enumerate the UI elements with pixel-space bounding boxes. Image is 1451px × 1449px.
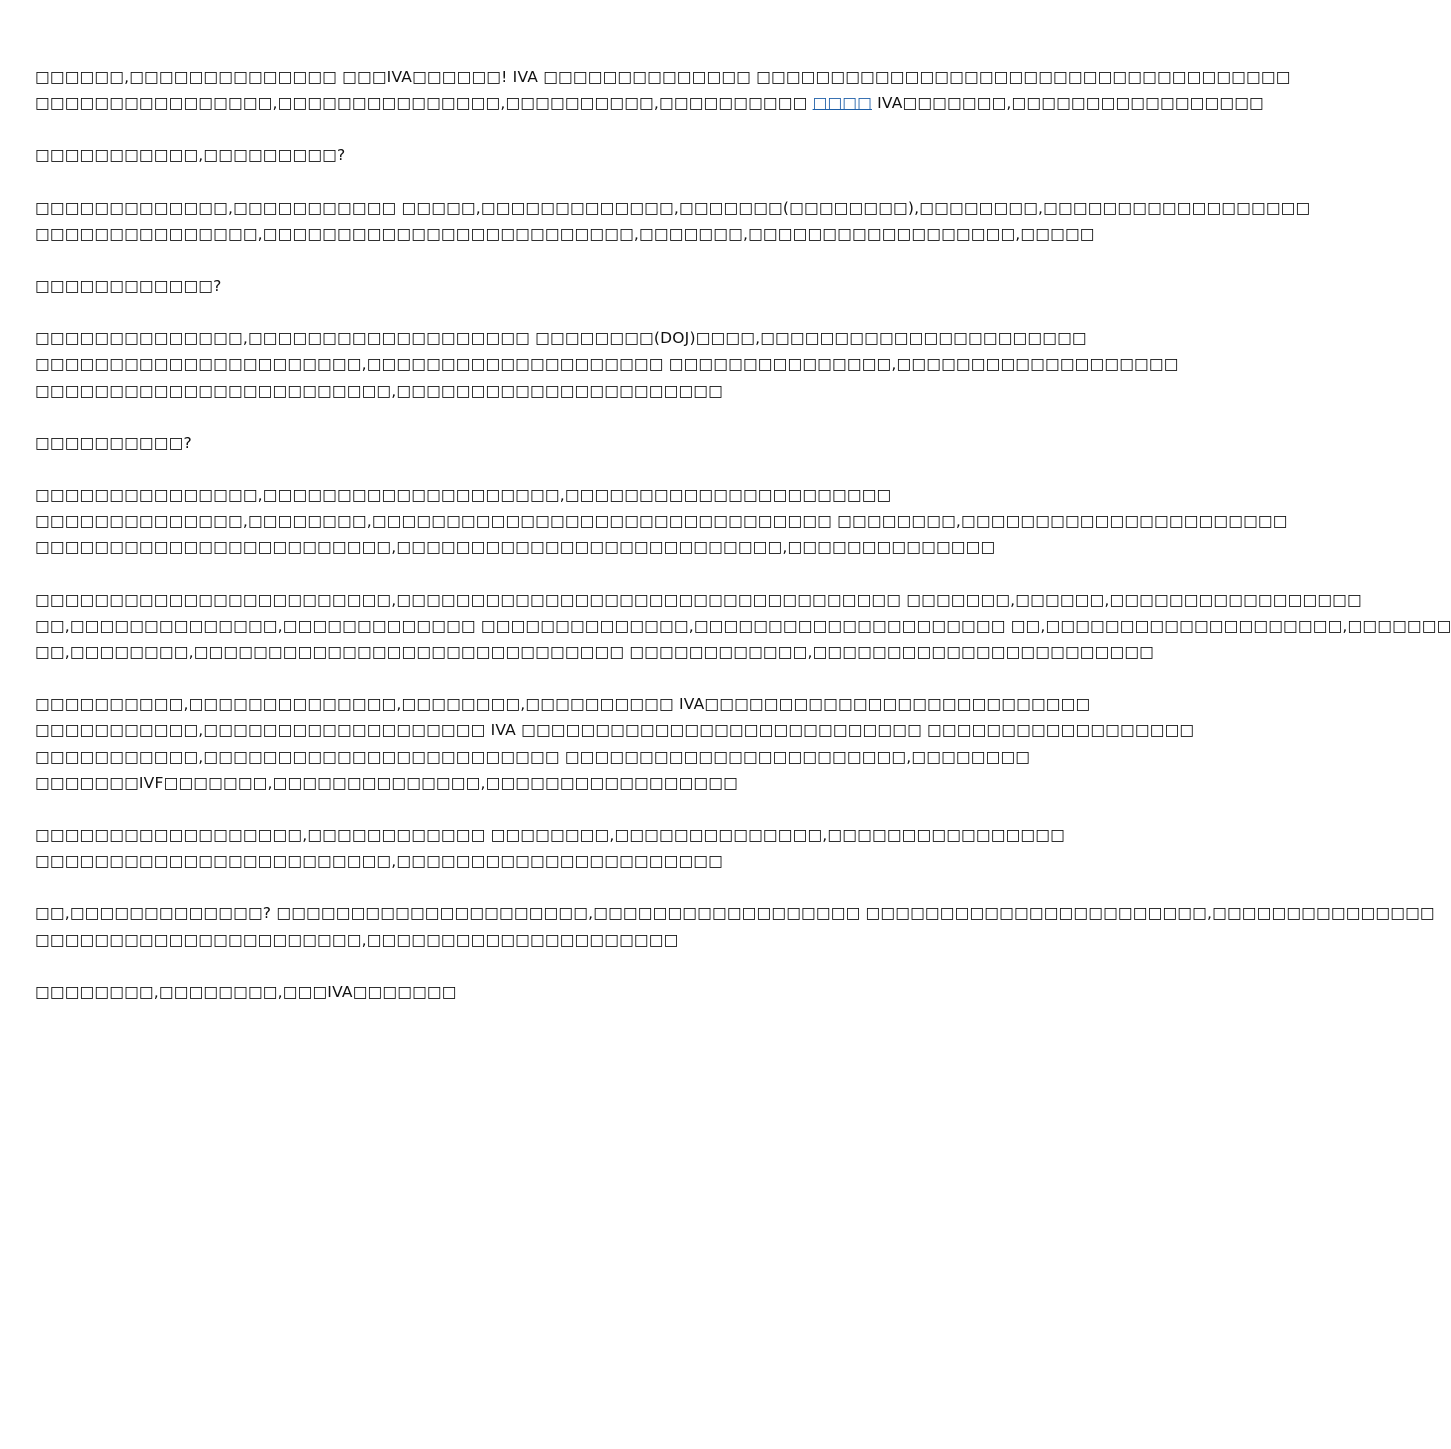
paragraph-1-line-1: □□□□□□,□□□□□□□□□□□□□□ □□□IVA□□□□□□! IVA □□□□□□□□□□□□□□ □□□□□□□□□□□□□□□□□□□□□□□□□□□□□□□□□□□□ [35,68,1291,86]
question-heading-3-text: □□□□□□□□□□? [35,433,192,452]
paragraph-11-line-2: □□□□□□□□□□□□□□□□□□□□□□,□□□□□□□□□□□□□□□□□□□□□ [35,930,679,949]
question-heading-2 [35,273,985,299]
paragraph-10-line-1: □□□□□□□□□□□□□□□□□□,□□□□□□□□□□□□ □□□□□□□□,□□□□□□□□□□□□□□,□□□□□□□□□□□□□□□□ [35,826,1065,845]
inline-link[interactable]: □□□□ [812,94,872,113]
paragraph-11 [35,900,1435,952]
paragraph-8-line-3: □□,□□□□□□□□,□□□□□□□□□□□□□□□□□□□□□□□□□□□□□ □□□□□□□□□□□□,□□□□□□□□□□□□□□□□□□□□□□□ [35,643,1155,662]
paragraph-3 [35,195,1311,247]
paragraph-9-line-4: □□□□□□□IVF□□□□□□□,□□□□□□□□□□□□□□,□□□□□□□□□□□□□□□□□ [35,773,738,792]
paragraph-1-line-2-end: IVA□□□□□□□,□□□□□□□□□□□□□□□□□ [871,94,1264,113]
paragraph-7-line-2: □□□□□□□□□□□□□□,□□□□□□□□,□□□□□□□□□□□□□□□□□□□□□□□□□□□□□□□ □□□□□□□□,□□□□□□□□□□□□□□□□□□□□□□ [35,512,1288,531]
paragraph-5 [35,325,1179,404]
paragraph-5-line-1: □□□□□□□□□□□□□□,□□□□□□□□□□□□□□□□□□□ □□□□□□□□(DOJ)□□□□,□□□□□□□□□□□□□□□□□□□□□□ [35,329,1087,348]
paragraph-9 [35,691,1195,796]
paragraph-12 [35,979,985,1005]
paragraph-10 [35,822,1065,874]
document-body [35,64,1451,1031]
paragraph-12-line-1: □□□□□□□□,□□□□□□□□,□□□IVA□□□□□□□ [35,982,457,1001]
paragraph-1-line-2-start: □□□□□□□□□□□□□□□□,□□□□□□□□□□□□□□□,□□□□□□□□□□,□□□□□□□□□□ [35,94,813,113]
paragraph-3-line-2: □□□□□□□□□□□□□□□,□□□□□□□□□□□□□□□□□□□□□□□□□,□□□□□□□,□□□□□□□□□□□□□□□□□□,□□□□□ [35,224,1095,243]
question-heading-1-text: □□□□□□□□□□□,□□□□□□□□□? [35,146,346,165]
paragraph-7-line-3: □□□□□□□□□□□□□□□□□□□□□□□□,□□□□□□□□□□□□□□□□□□□□□□□□□□,□□□□□□□□□□□□□□ [35,538,996,557]
paragraph-9-line-1: □□□□□□□□□□,□□□□□□□□□□□□□□,□□□□□□□□,□□□□□□□□□□ IVA□□□□□□□□□□□□□□□□□□□□□□□□□□ [35,695,1091,714]
paragraph-3-line-1: □□□□□□□□□□□□□,□□□□□□□□□□□ □□□□□,□□□□□□□□□□□□□,□□□□□□□(□□□□□□□□),□□□□□□□□,□□□□□□□□□□□□□□□□□□ [35,198,1311,217]
paragraph-5-line-3: □□□□□□□□□□□□□□□□□□□□□□□□,□□□□□□□□□□□□□□□□□□□□□□ [35,381,723,400]
question-heading-1 [35,142,985,168]
question-heading-2-text: □□□□□□□□□□□□? [35,277,222,296]
paragraph-7 [35,482,1288,561]
paragraph-1 [35,64,1291,116]
paragraph-7-line-1: □□□□□□□□□□□□□□□,□□□□□□□□□□□□□□□□□□□□,□□□□□□□□□□□□□□□□□□□□□□ [35,486,892,505]
paragraph-10-line-2: □□□□□□□□□□□□□□□□□□□□□□□□,□□□□□□□□□□□□□□□□□□□□□□ [35,852,723,871]
paragraph-8-line-1: □□□□□□□□□□□□□□□□□□□□□□□□,□□□□□□□□□□□□□□□□□□□□□□□□□□□□□□□□□□ □□□□□□□,□□□□□□,□□□□□□□□□□□□□□□□□ [35,590,1362,609]
paragraph-1-line-2 [35,90,1264,116]
paragraph-8-line-2: □□,□□□□□□□□□□□□□□,□□□□□□□□□□□□□ □□□□□□□□□□□□□□,□□□□□□□□□□□□□□□□□□□□□ □□,□□□□□□□□□□□□□□□□□□□□,□□□□□□□ [35,616,1451,635]
paragraph-9-line-3: □□□□□□□□□□□,□□□□□□□□□□□□□□□□□□□□□□□□ □□□□□□□□□□□□□□□□□□□□□□□,□□□□□□□□ [35,747,1031,766]
question-heading-3 [35,430,985,456]
paragraph-8 [35,587,1451,666]
paragraph-5-line-2: □□□□□□□□□□□□□□□□□□□□□□,□□□□□□□□□□□□□□□□□□□□ □□□□□□□□□□□□□□□,□□□□□□□□□□□□□□□□□□□ [35,355,1179,374]
paragraph-9-line-2: □□□□□□□□□□□,□□□□□□□□□□□□□□□□□□□ IVA □□□□□□□□□□□□□□□□□□□□□□□□□□□ □□□□□□□□□□□□□□□□□□ [35,721,1195,740]
paragraph-11-line-1: □□,□□□□□□□□□□□□□? □□□□□□□□□□□□□□□□□□□□□,□□□□□□□□□□□□□□□□□□ □□□□□□□□□□□□□□□□□□□□□□□,□□□□□□□□□□□□□□□ [35,904,1435,923]
